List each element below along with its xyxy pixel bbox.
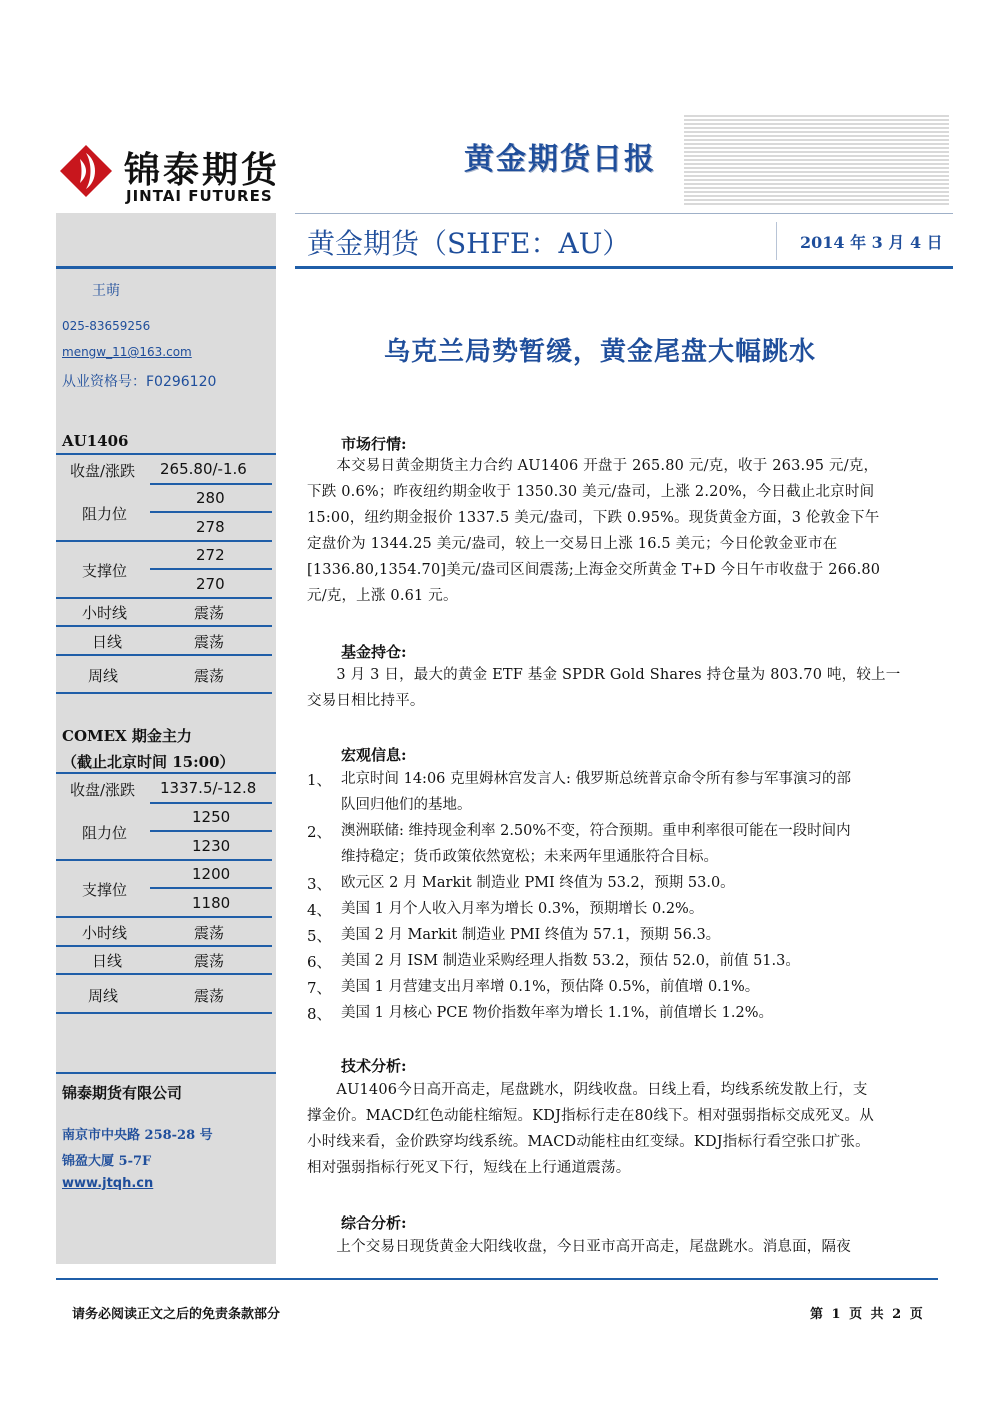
comex-rule [150, 830, 272, 832]
comex-support-2: 1180 [192, 894, 231, 912]
au-weekly-label: 周线 [88, 667, 119, 685]
comex-close-value: 1337.5/-12.8 [160, 779, 257, 797]
macro-item [341, 948, 946, 974]
sidebar-header-block [56, 213, 276, 266]
au-rule [150, 483, 272, 485]
comex-daily-label: 日线 [92, 952, 123, 970]
au-rule [150, 568, 272, 570]
au-rule [150, 511, 272, 513]
au-resistance-1: 280 [196, 489, 225, 507]
macro-item-line: 澳洲联储: 维持现金利率 2.50%不变，符合预期。重申利率很可能在一段时间内 [341, 823, 851, 839]
comex-rule [56, 973, 272, 975]
fund-line: 交易日相比持平。 [307, 693, 425, 709]
comex-rule [56, 945, 272, 947]
comex-rule [56, 1012, 272, 1014]
comex-hourly-value: 震荡 [194, 924, 225, 942]
macro-item-number: 3、 [307, 875, 332, 893]
comex-weekly-label: 周线 [88, 987, 119, 1005]
macro-item-line: 维持稳定；货币政策依然宽松；未来两年里通胀符合目标。 [341, 849, 718, 865]
au-close-value: 265.80/-1.6 [160, 460, 247, 478]
product-bar-rule [295, 266, 953, 269]
au-resistance-2: 278 [196, 518, 225, 536]
comex-resistance-1: 1250 [192, 808, 231, 826]
au-rule [56, 625, 272, 627]
fund-line: 3 月 3 日，最大的黄金 ETF 基金 SPDR Gold Shares 持仓量为 803.70 吨，较上一 [307, 667, 901, 683]
macro-item-line: 美国 1 月核心 PCE 物价指数年率为增长 1.1%，前值增长 1.2%。 [341, 1005, 773, 1021]
company-address-line2: 锦盈大厦 5-7F [62, 1154, 152, 1169]
company-top-rule [56, 1072, 276, 1074]
comex-daily-value: 震荡 [194, 952, 225, 970]
au-rule [56, 654, 272, 656]
comex-hourly-label: 小时线 [82, 924, 128, 942]
jintai-logo-icon [58, 143, 114, 199]
tech-line: AU1406今日高开高走，尾盘跳水，阴线收盘。日线上看，均线系统发散上行，支 [307, 1082, 868, 1098]
comex-rule [56, 916, 272, 918]
market-section-title: 市场行情: [341, 435, 407, 453]
market-line: 下跌 0.6%；昨夜纽约期金收于 1350.30 美元/盎司，上涨 2.20%，今日截止北京时间 [307, 484, 875, 500]
macro-item [341, 818, 946, 870]
comex-rule [56, 859, 272, 861]
summary-section-title: 综合分析: [341, 1214, 407, 1232]
logo-chinese-name: 锦泰期货 [124, 150, 281, 191]
macro-item [341, 766, 946, 818]
au-hourly-label: 小时线 [82, 604, 128, 622]
macro-item-number: 6、 [307, 953, 332, 971]
disclaimer-note: 请务必阅读正文之后的免责条款部分 [72, 1307, 281, 1322]
au-support-2: 270 [196, 575, 225, 593]
comex-rule [150, 802, 272, 804]
macro-item-line: 欧元区 2 月 Markit 制造业 PMI 终值为 53.2，预期 53.0。 [341, 875, 735, 891]
report-date: 2014 年 3 月 4 日 [800, 233, 943, 252]
macro-item-line: 美国 2 月 ISM 制造业采购经理人指数 53.2，预估 52.0，前值 51.3。 [341, 953, 800, 969]
logo-english-name: JINTAI FUTURES [126, 187, 273, 205]
macro-item-number: 4、 [307, 901, 332, 919]
footer-rule [56, 1278, 938, 1280]
macro-item-line: 美国 2 月 Markit 制造业 PMI 终值为 57.1，预期 56.3。 [341, 927, 721, 943]
fund-paragraph [307, 662, 947, 714]
macro-item [341, 896, 946, 922]
macro-item-line: 队回归他们的基地。 [341, 797, 472, 813]
comex-resistance-2: 1230 [192, 837, 231, 855]
macro-item-number: 1、 [307, 771, 332, 789]
page-number: 第 1 页 共 2 页 [810, 1307, 925, 1322]
au-hourly-value: 震荡 [194, 604, 225, 622]
macro-item [341, 1000, 946, 1026]
summary-paragraph [307, 1234, 947, 1260]
company-website-link[interactable]: www.jtqh.cn [62, 1176, 154, 1191]
tech-line: 撑金价。MACD红色动能柱缩短。KDJ指标行走在80线下。相对强弱指标交成死叉。从 [307, 1108, 874, 1124]
tech-section-title: 技术分析: [341, 1057, 407, 1075]
comex-support-1: 1200 [192, 865, 231, 883]
macro-item-number: 5、 [307, 927, 332, 945]
macro-item [341, 870, 946, 896]
analyst-name: 王萌 [92, 283, 120, 299]
fund-section-title: 基金持仓: [341, 643, 407, 661]
comex-resistance-label: 阻力位 [82, 824, 128, 842]
au-weekly-value: 震荡 [194, 667, 225, 685]
au-rule [56, 597, 272, 599]
tech-paragraph [307, 1077, 947, 1181]
comex-table-subtitle: （截止北京时间 15:00） [62, 753, 235, 771]
macro-item [341, 922, 946, 948]
market-paragraph [307, 453, 947, 609]
analyst-email-link[interactable]: mengw_11@163.com [62, 345, 192, 359]
au-close-label: 收盘/涨跌 [70, 462, 136, 480]
company-address-line1: 南京市中央路 258-28 号 [62, 1128, 213, 1143]
comex-support-label: 支撑位 [82, 881, 128, 899]
au-daily-label: 日线 [92, 633, 123, 651]
summary-line: 上个交易日现货黄金大阳线收盘，今日亚市高开高走，尾盘跳水。消息面，隔夜 [307, 1239, 851, 1255]
macro-item-line: 北京时间 14:06 克里姆林宫发言人: 俄罗斯总统普京命令所有参与军事演习的部 [341, 771, 851, 787]
comex-rule [150, 887, 272, 889]
comex-weekly-value: 震荡 [194, 987, 225, 1005]
au-rule [56, 692, 272, 694]
macro-item-number: 2、 [307, 823, 332, 841]
au-support-1: 272 [196, 546, 225, 564]
report-title: 黄金期货日报 [464, 142, 656, 177]
analyst-license: 从业资格号：F0296120 [62, 374, 217, 390]
comex-table-title: COMEX 期金主力 [62, 727, 192, 745]
macro-item-line: 美国 1 月营建支出月率增 0.1%，预估降 0.5%，前值增 0.1%。 [341, 979, 760, 995]
market-line: 定盘价为 1344.25 美元/盎司，较上一交易日上涨 16.5 美元；今日伦敦金亚市在 [307, 536, 838, 552]
company-name: 锦泰期货有限公司 [62, 1084, 183, 1102]
tech-line: 相对强弱指标行死叉下行，短线在上行通道震荡。 [307, 1160, 631, 1176]
title-stripe-decoration [684, 115, 949, 205]
analyst-phone: 025-83659256 [62, 319, 151, 333]
macro-item [341, 974, 946, 1000]
headline: 乌克兰局势暂缓，黄金尾盘大幅跳水 [384, 337, 817, 367]
macro-item-number: 7、 [307, 979, 332, 997]
au-rule [56, 540, 272, 542]
comex-table-top-rule [56, 772, 276, 774]
market-line: 本交易日黄金期货主力合约 AU1406 开盘于 265.80 元/克，收于 263.95 元/克， [307, 458, 879, 474]
au-daily-value: 震荡 [194, 633, 225, 651]
macro-item-number: 8、 [307, 1005, 332, 1023]
tech-line: 小时线来看，金价跌穿均线系统。MACD动能柱由红变绿。KDJ指标行看空张口扩张。 [307, 1134, 870, 1150]
macro-item-line: 美国 1 月个人收入月率为增长 0.3%，预期增长 0.2%。 [341, 901, 704, 917]
comex-close-label: 收盘/涨跌 [70, 781, 136, 799]
product-name: 黄金期货（SHFE：AU） [307, 227, 631, 260]
market-line: 15:00，纽约期金报价 1337.5 美元/盎司，下跌 0.95%。现货黄金方面，3 伦敦金下午 [307, 510, 880, 526]
au-table-title: AU1406 [62, 432, 129, 450]
macro-section-title: 宏观信息: [341, 746, 407, 764]
au-support-label: 支撑位 [82, 562, 128, 580]
au-resistance-label: 阻力位 [82, 505, 128, 523]
au-table-top-rule [56, 453, 276, 455]
market-line: [1336.80,1354.70]美元/盎司区间震荡;上海金交所黄金 T+D 今日午市收盘于 266.80 [307, 562, 881, 578]
date-divider [776, 222, 777, 260]
market-line: 元/克，上涨 0.61 元。 [307, 588, 458, 604]
